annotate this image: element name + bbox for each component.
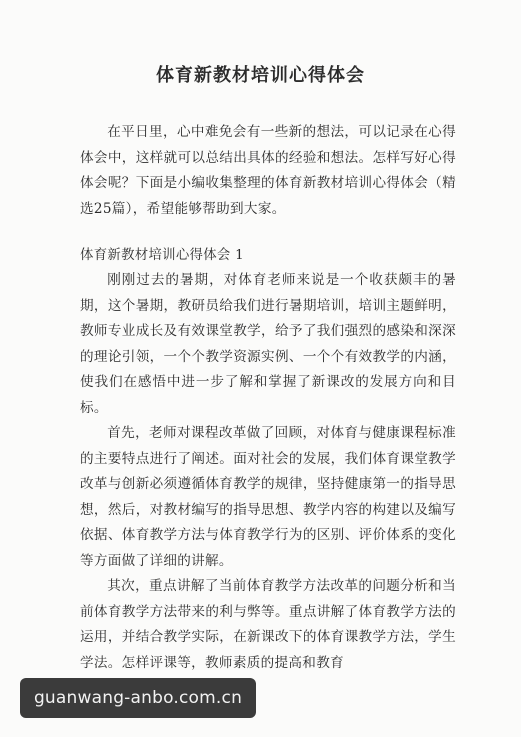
watermark-badge: guanwang-anbo.com.cn xyxy=(20,678,256,718)
body-paragraph-3: 其次，重点讲解了当前体育教学方法改革的问题分析和当前体育教学方法带来的利与弊等。重点讲解了体育教学方法的运用，并结合教学实际，在新课改下的体育课教学方法，学生学法。怎样评课等，教师素质的提高和教育 xyxy=(80,578,456,671)
intro-block xyxy=(80,120,456,222)
body-paragraph-2: 首先，老师对课程改革做了回顾，对体育与健康课程标准的主要特点进行了阐述。面对社会的发展，我们体育课堂教学改革与创新必须遵循体育教学的规律，坚持健康第一的指导思想，然后，对教材编写的指导思想、教学内容的构建以及编写依据、体育教学方法与体育教学行为的区别、评价体系的变化等方面做了详细的讲解。 xyxy=(80,425,456,569)
document-title: 体育新教材培训心得体会 xyxy=(156,65,365,86)
section-1 xyxy=(80,244,456,676)
section-heading: 体育新教材培训心得体会 1 xyxy=(80,248,244,263)
body-paragraph-1: 刚刚过去的暑期，对体育老师来说是一个收获颇丰的暑期，这个暑期，教研员给我们进行暑期培训，培训主题鲜明，教师专业成长及有效课堂教学，给予了我们强烈的感染和深深的理论引领，一个个教学资源实例、一个个有效教学的内涵，使我们在感悟中进一步了解和掌握了新课改的发展方向和目标。 xyxy=(80,272,456,416)
intro-paragraph: 在平日里，心中难免会有一些新的想法，可以记录在心得体会中，这样就可以总结出具体的经验和想法。怎样写好心得体会呢？下面是小编收集整理的体育新教材培训心得体会（精选25篇），希望能够帮助到大家。 xyxy=(80,124,456,217)
